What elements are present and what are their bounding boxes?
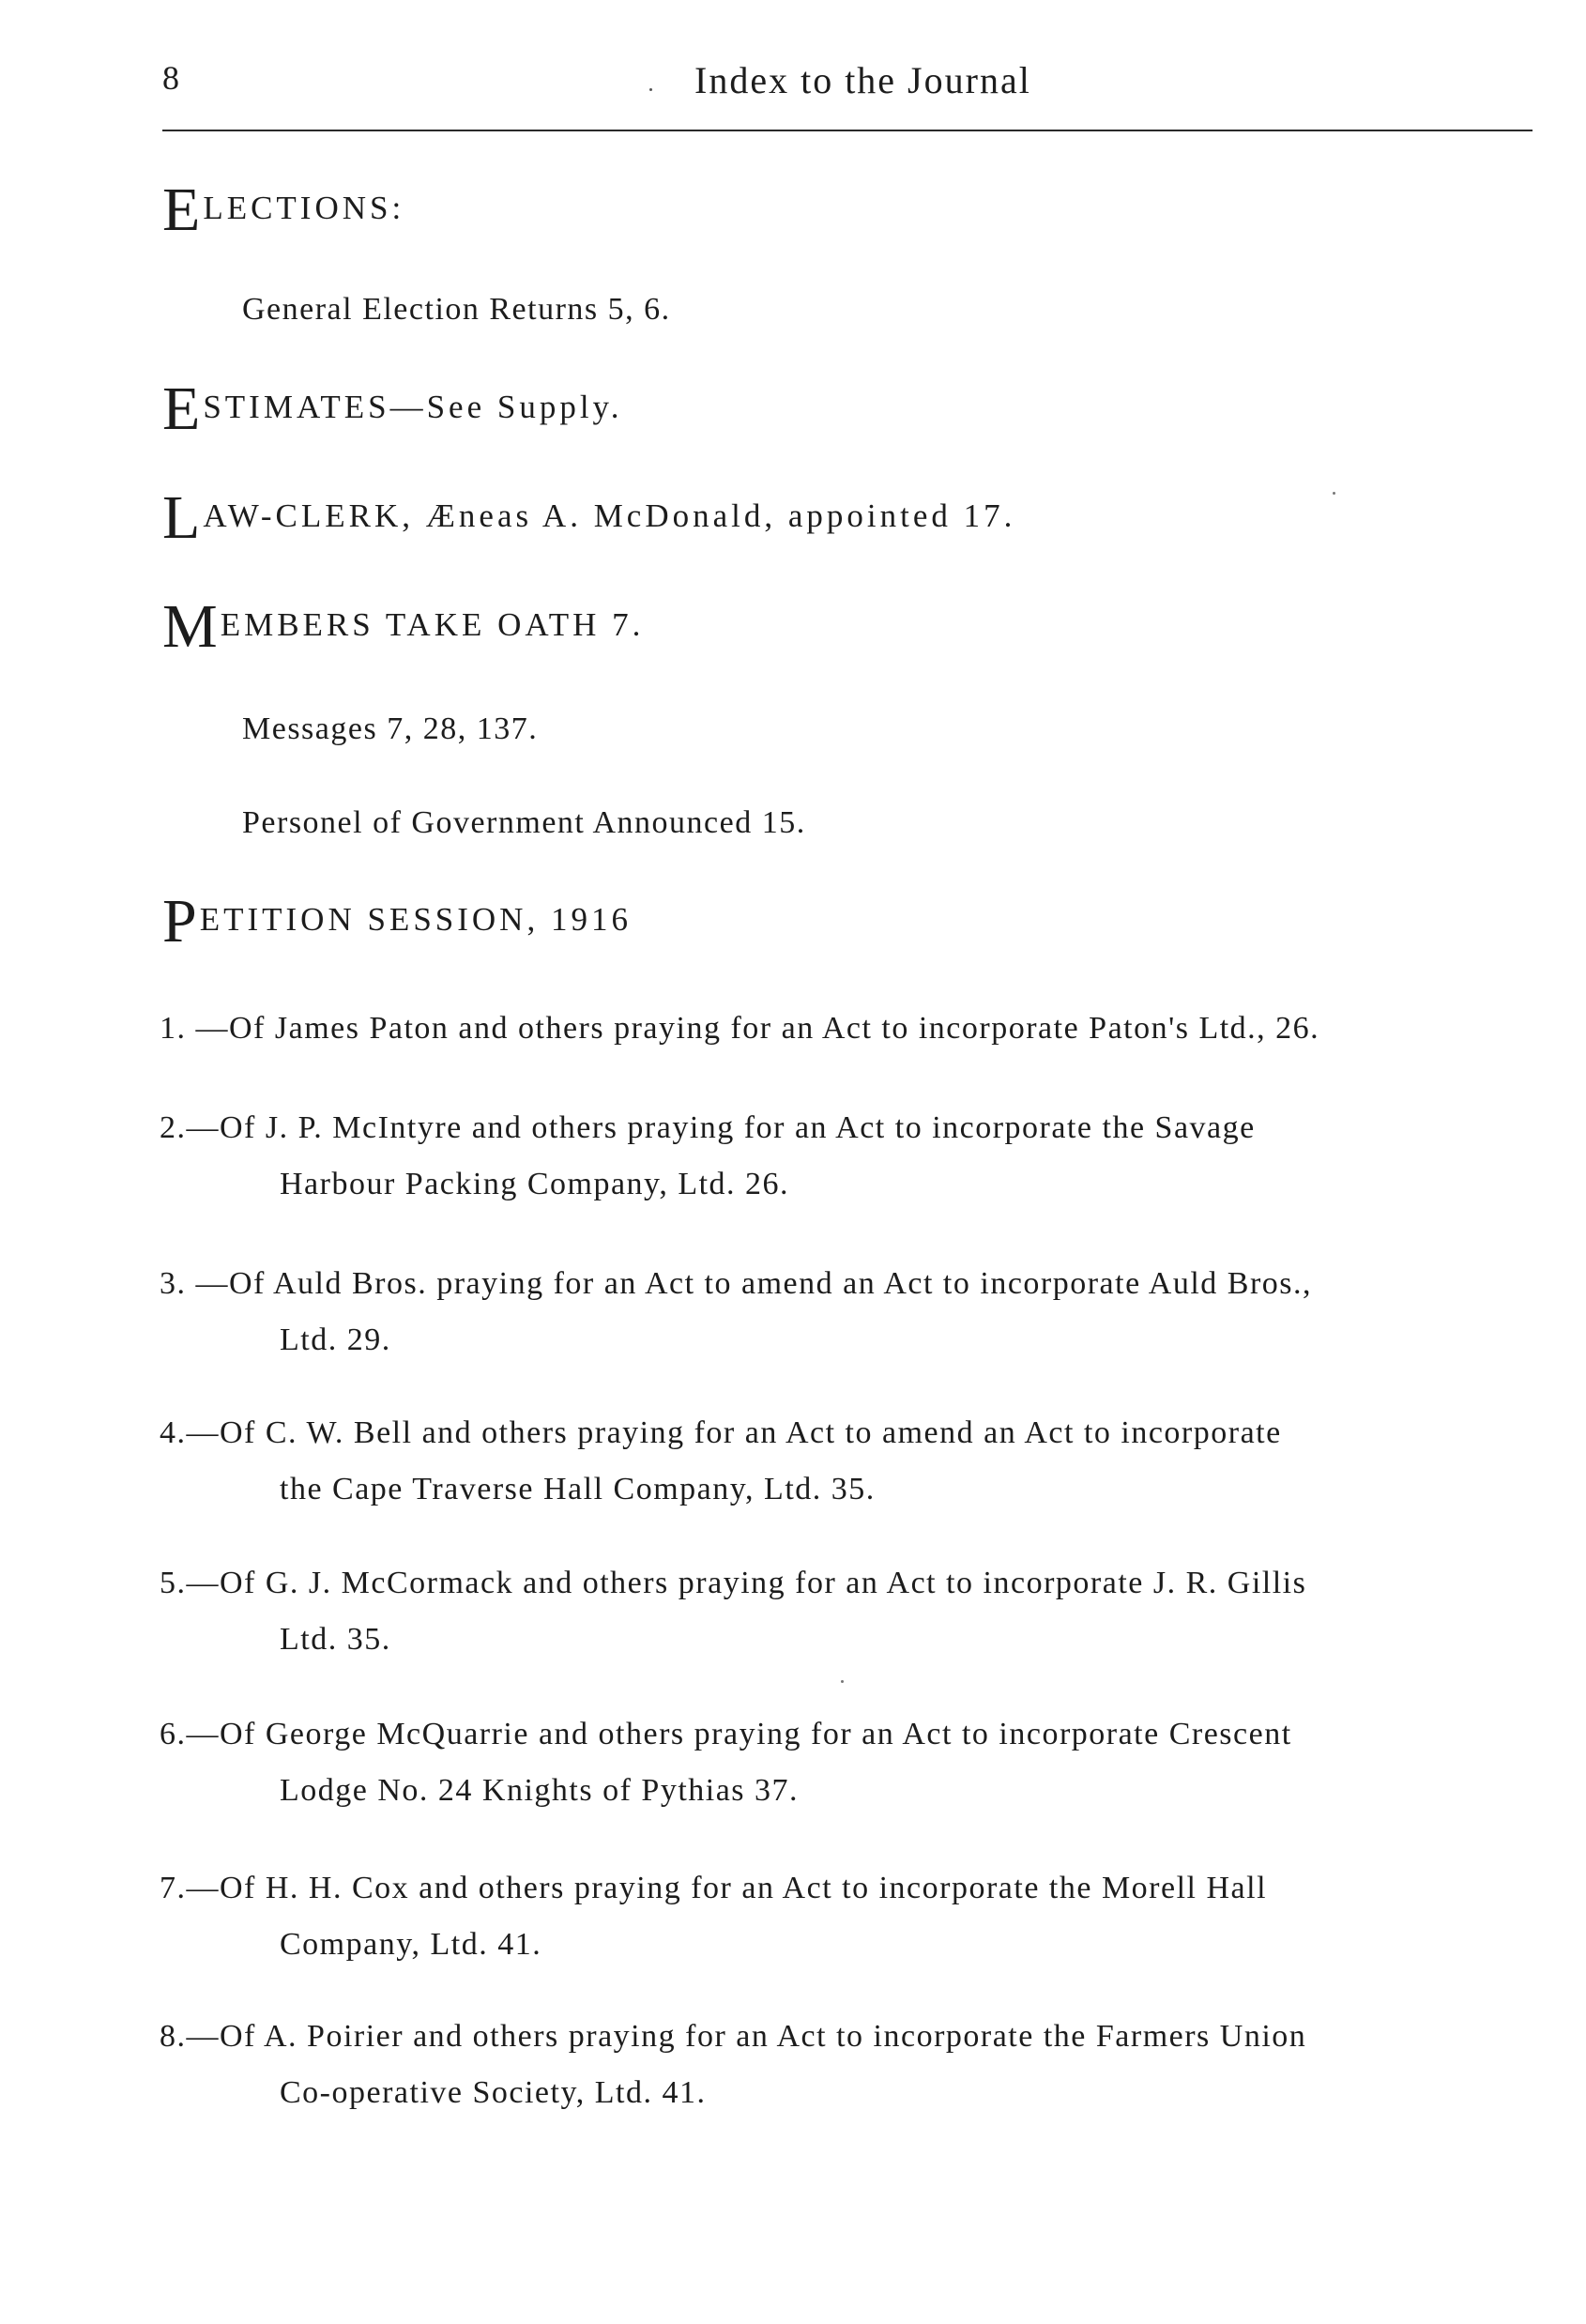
heading-text: STIMATES—See Supply.: [203, 389, 623, 425]
petition-line: 7.—Of H. H. Cox and others praying for an Act to incorporate the Morell Hall: [160, 1871, 1268, 1905]
petition-line: 1. —Of James Paton and others praying for an Act to incorporate Paton's Ltd., 26.: [160, 1011, 1320, 1046]
petition-continuation: Lodge No. 24 Knights of Pythias 37.: [280, 1773, 800, 1808]
petition-continuation: Co-operative Society, Ltd. 41.: [280, 2075, 707, 2110]
drop-initial: P: [162, 887, 197, 956]
page-number: 8: [162, 59, 180, 97]
petition-continuation: Ltd. 35.: [280, 1622, 391, 1657]
petition-line: 3. —Of Auld Bros. praying for an Act to amend an Act to incorporate Auld Bros.,: [160, 1266, 1313, 1301]
heading-text: EMBERS TAKE OATH 7.: [220, 606, 645, 643]
petition-item-5: [160, 1555, 1567, 1668]
drop-initial: E: [162, 375, 201, 443]
drop-initial: M: [162, 592, 218, 661]
petition-item-1: [160, 1001, 1567, 1057]
petition-continuation: Harbour Packing Company, Ltd. 26.: [280, 1167, 790, 1201]
petition-item-2: [160, 1100, 1567, 1213]
petition-item-7: [160, 1860, 1567, 1973]
petition-line: 6.—Of George McQuarrie and others praying for an Act to incorporate Crescent: [160, 1717, 1292, 1751]
petition-line: 8.—Of A. Poirier and others praying for an Act to incorporate the Farmers Union: [160, 2019, 1307, 2054]
entry-messages: Messages 7, 28, 137.: [242, 711, 539, 746]
petition-continuation: Company, Ltd. 41.: [280, 1927, 542, 1962]
scan-speck: [841, 1680, 844, 1683]
petition-line: 5.—Of G. J. McCormack and others praying for an Act to incorporate J. R. Gillis: [160, 1566, 1307, 1600]
heading-law-clerk: [162, 483, 1016, 552]
petition-item-3: [160, 1256, 1567, 1368]
petition-continuation: Ltd. 29.: [280, 1323, 391, 1357]
running-title: Index to the Journal: [694, 59, 1031, 101]
petition-item-6: [160, 1706, 1567, 1819]
petition-continuation: the Cape Traverse Hall Company, Ltd. 35.: [280, 1472, 876, 1506]
heading-elections: [162, 176, 405, 244]
heading-estimates: [162, 375, 623, 443]
drop-initial: E: [162, 176, 201, 244]
petition-line: 2.—Of J. P. McIntyre and others praying for an Act to incorporate the Savage: [160, 1110, 1256, 1145]
heading-members: [162, 592, 645, 661]
petition-item-4: [160, 1405, 1567, 1518]
heading-text: ETITION SESSION, 1916: [199, 901, 632, 938]
entry-general-election: General Election Returns 5, 6.: [242, 292, 671, 327]
header-rule: [162, 130, 1533, 131]
heading-text: LECTIONS:: [203, 190, 405, 226]
header-dot: [649, 88, 652, 91]
scan-speck: [1333, 492, 1335, 495]
heading-text: AW-CLERK, Æneas A. McDonald, appointed 17.: [203, 497, 1016, 534]
petition-item-8: [160, 2009, 1567, 2121]
entry-personel: Personel of Government Announced 15.: [242, 805, 806, 840]
petition-line: 4.—Of C. W. Bell and others praying for an Act to amend an Act to incorporate: [160, 1415, 1282, 1450]
heading-petition-session: [162, 887, 632, 956]
drop-initial: L: [162, 483, 201, 552]
